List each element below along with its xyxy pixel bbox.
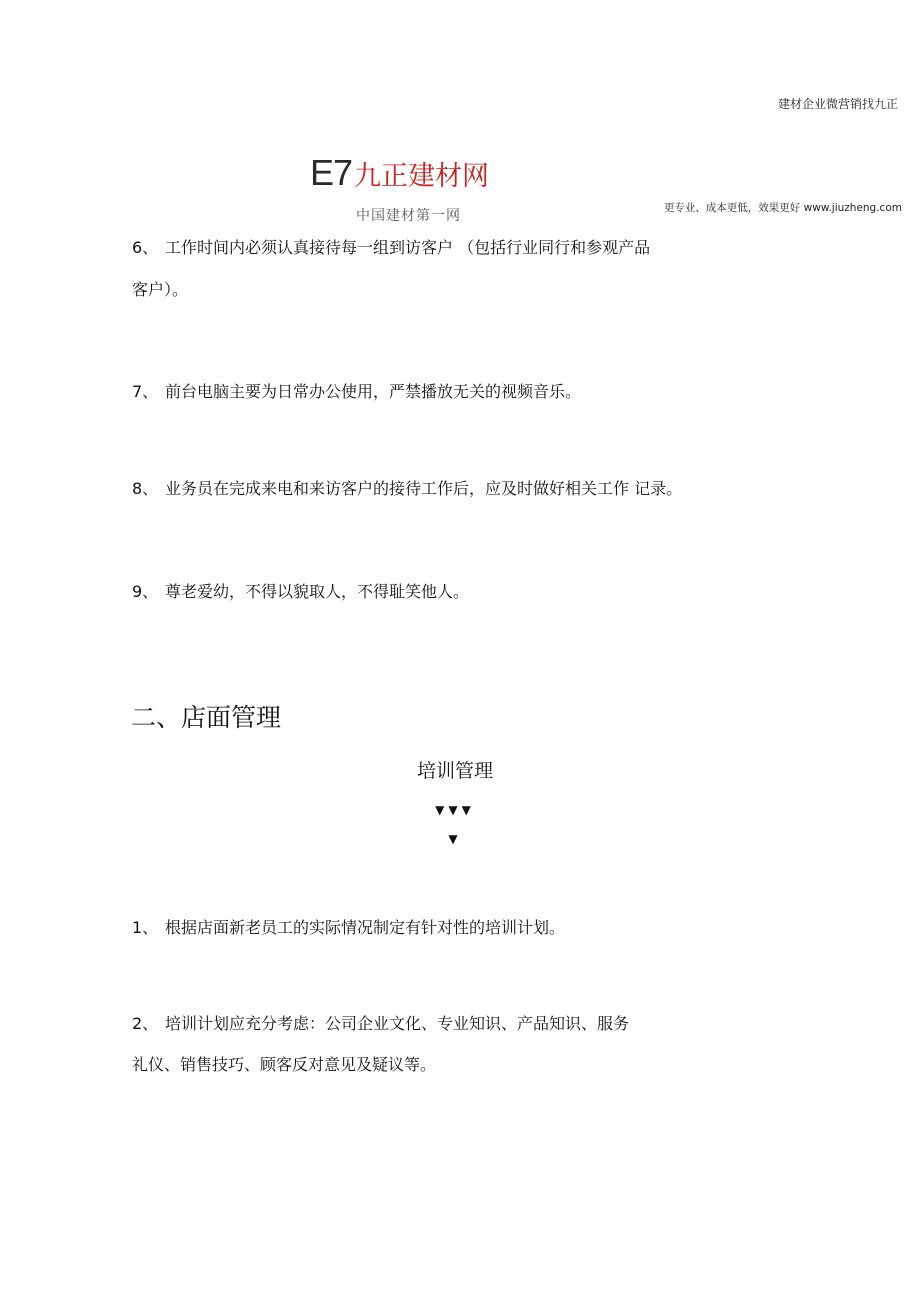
list-item-number: 9、 [132,582,159,601]
list-item-2 [132,1014,629,1034]
list-item-number: 8、 [132,479,159,498]
logo-name: 九正建材网 [354,161,490,192]
list-item-text: 根据店面新老员工的实际情况制定有针对性的培训计划。 [165,918,566,937]
list-item-number: 1、 [132,918,159,937]
logo-subtitle: 中国建材第一网 [356,208,461,224]
header-tagline: 更专业、成本更低，效果更好 www.jiuzheng.com [663,202,902,214]
site-logo [310,152,489,192]
list-item-8 [132,479,682,499]
list-item-2-continuation: 礼仪、销售技巧、顾客反对意见及疑议等。 [132,1055,437,1074]
list-item-1 [132,918,565,938]
logo-mark: E7 [310,152,353,193]
list-item-number: 7、 [132,382,159,401]
section-subtitle: 培训管理 [416,760,493,782]
triangle-marks-row-1: ▼▼▼ [435,803,475,817]
triangle-marks-row-2: ▼ [448,832,462,846]
list-item-7 [132,382,581,402]
list-item-text: 前台电脑主要为日常办公使用，严禁播放无关的视频音乐。 [165,382,582,401]
list-item-text: 业务员在完成来电和来访客户的接待工作后，应及时做好相关工作 记录。 [165,479,683,498]
list-item-text: 工作时间内必须认真接待每一组到访客户 （包括行业同行和参观产品 [165,238,651,257]
list-item-6 [132,238,650,258]
list-item-number: 6、 [132,238,159,257]
list-item-text: 尊老爱幼，不得以貌取人，不得耻笑他人。 [165,582,470,601]
list-item-6-continuation: 客户）。 [132,280,189,299]
list-item-9 [132,582,469,602]
section-heading: 二、店面管理 [131,703,282,732]
list-item-text: 培训计划应充分考虑：公司企业文化、专业知识、产品知识、服务 [165,1014,630,1033]
list-item-number: 2、 [132,1014,159,1033]
header-top-right-text: 建材企业微营销找九正 [777,97,898,111]
